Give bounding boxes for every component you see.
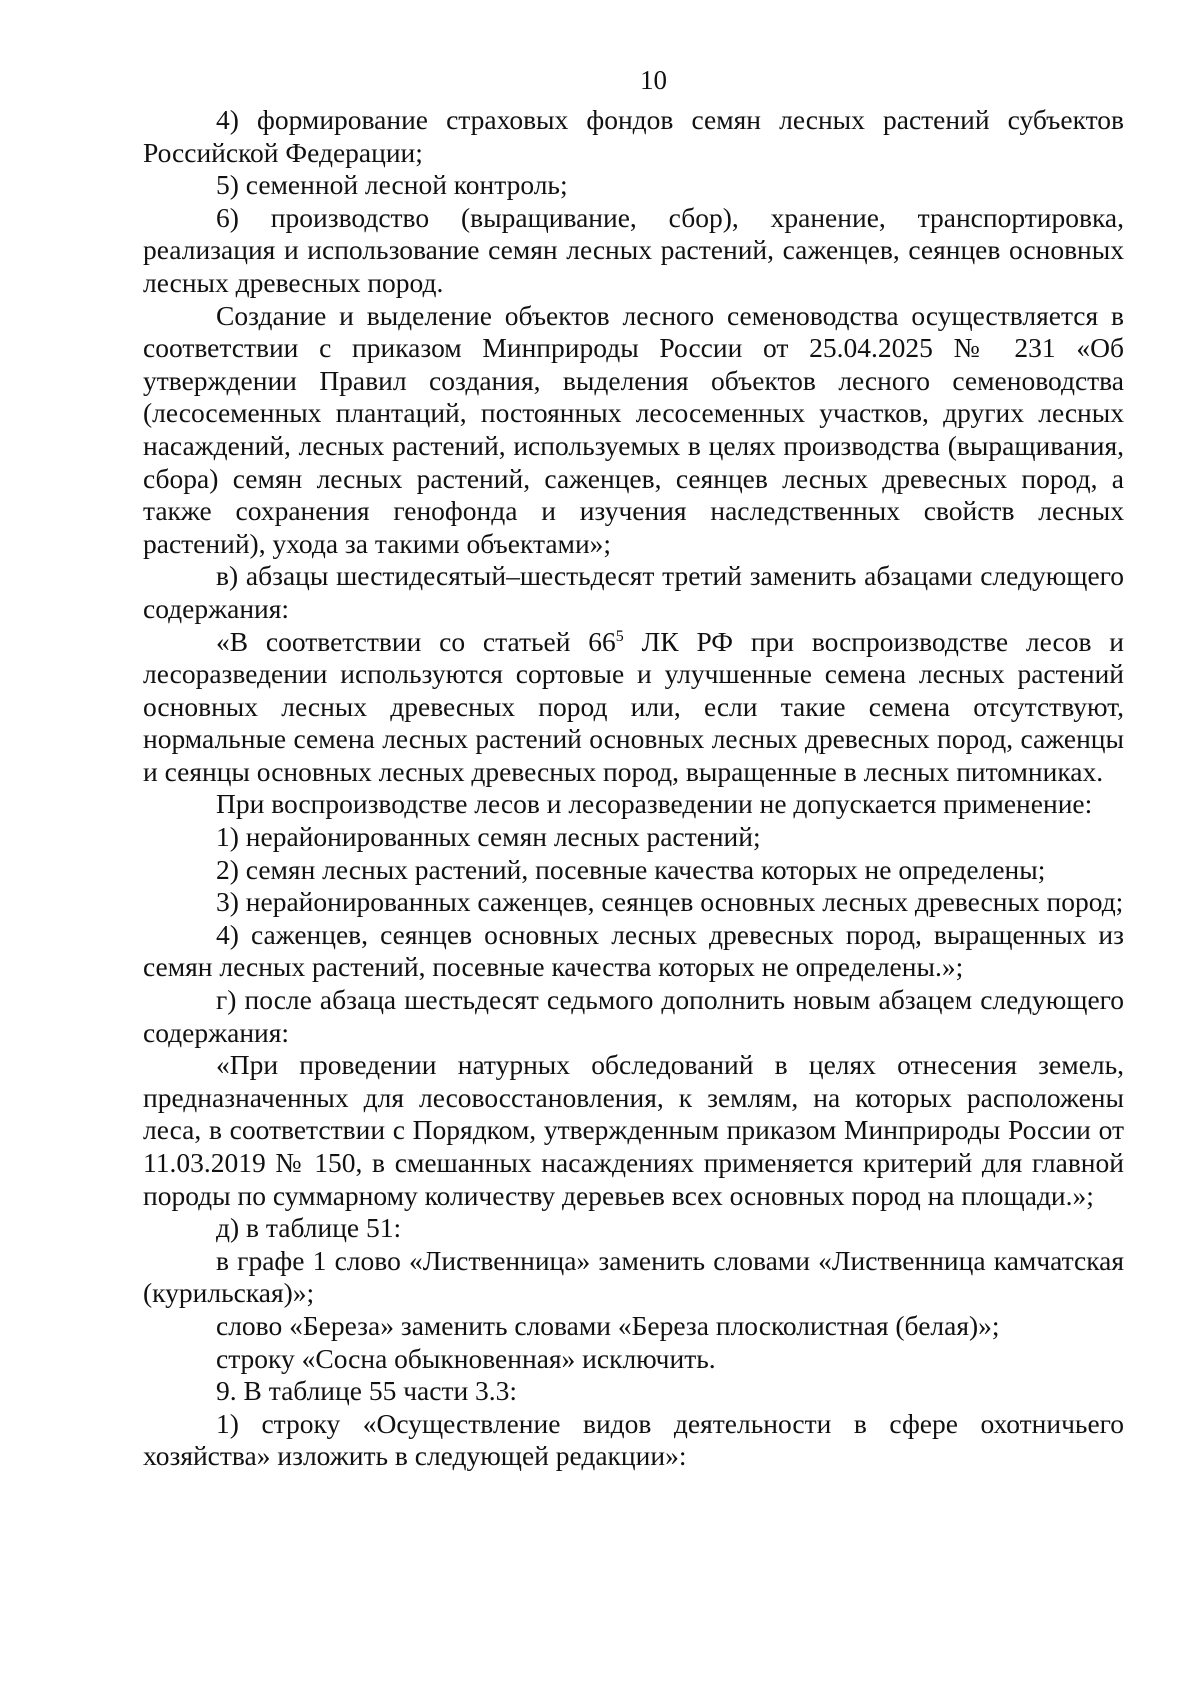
paragraph-larch: в графе 1 слово «Лиственница» заменить словами «Лиственница камчатская (курильская)»; xyxy=(143,1244,1124,1309)
paragraph-not-allowed-3: 3) нерайонированных саженцев, сеянцев основных лесных древесных пород; xyxy=(216,886,1124,918)
paragraph-not-allowed: При воспроизводстве лесов и лесоразведении не допускается применение: xyxy=(216,788,1093,820)
paragraph-not-allowed-4: 4) саженцев, сеянцев основных лесных древесных пород, выращенных из семян лесных растений, посевные качества которых не определены.»; xyxy=(143,918,1124,983)
quote-text-before: «В соответствии со статьей 66 xyxy=(216,625,616,657)
article-superscript: 5 xyxy=(615,627,624,645)
paragraph-hunting: 1) строку «Осуществление видов деятельности в сфере охотничьего хозяйства» изложить в следующей редакции»: xyxy=(143,1407,1124,1472)
paragraph-birch: слово «Береза» заменить словами «Береза плосколистная (белая)»; xyxy=(216,1309,1000,1341)
paragraph-quote-surveys: «При проведении натурных обследований в целях отнесения земель, предназначенных для лесовосстановления, к землям, на которых расположены леса, в соответствии с Порядком, утвержденным приказом Минприроды России от 11.03.2019 № 150, в смешанных насаждениях применяется критерий для главной породы по суммарному количеству деревьев всех основных пород на площади.»; xyxy=(143,1049,1124,1211)
paragraph-pine: строку «Сосна обыкновенная» исключить. xyxy=(216,1342,716,1374)
paragraph-creation-objects: Создание и выделение объектов лесного семеноводства осуществляется в соответствии с приказом Минприроды России от 25.04.2025 № 231 «Об утверждении Правил создания, выделения объектов лесного семеноводства (лесосеменных плантаций, постоянных лесосеменных участков, других лесных насаждений, лесных растений, используемых в целях производства (выращивания, сбора) семян лесных растений, саженцев, сеянцев лесных древесных пород, а также сохранения генофонда и изучения наследственных свойств лесных растений), ухода за такими объектами»; xyxy=(143,299,1124,559)
paragraph-amendment-g: г) после абзаца шестьдесят седьмого дополнить новым абзацем следующего содержания: xyxy=(143,984,1124,1048)
paragraph-amendment-v: в) абзацы шестидесятый–шестьдесят третий заменить абзацами следующего содержания: xyxy=(143,560,1124,624)
paragraph-item-9: 9. В таблице 55 части 3.3: xyxy=(216,1375,518,1407)
paragraph-quote-reproduction xyxy=(143,626,1124,789)
paragraph-item-5: 5) семенной лесной контроль; xyxy=(216,169,568,201)
quote-text-after: ЛК РФ при воспроизводстве лесов и лесоразведении используются сортовые и улучшенные семена лесных растений основных лесных древесных пород или, если такие семена отсутствуют, нормальные семена лесных растений основных лесных древесных пород, саженцы и сеянцы основных лесных древесных пород, выращенные в лесных питомниках. xyxy=(143,625,1124,787)
page-number: 10 xyxy=(640,65,667,95)
paragraph-item-4: 4) формирование страховых фондов семян лесных растений субъектов Российской Федерации; xyxy=(143,104,1124,168)
paragraph-not-allowed-1: 1) нерайонированных семян лесных растений; xyxy=(216,821,761,853)
paragraph-item-6: 6) производство (выращивание, сбор), хранение, транспортировка, реализация и использование семян лесных растений, саженцев, сеянцев основных лесных древесных пород. xyxy=(143,201,1124,298)
paragraph-not-allowed-2: 2) семян лесных растений, посевные качества которых не определены; xyxy=(216,853,1046,885)
paragraph-amendment-d: д) в таблице 51: xyxy=(216,1212,402,1244)
